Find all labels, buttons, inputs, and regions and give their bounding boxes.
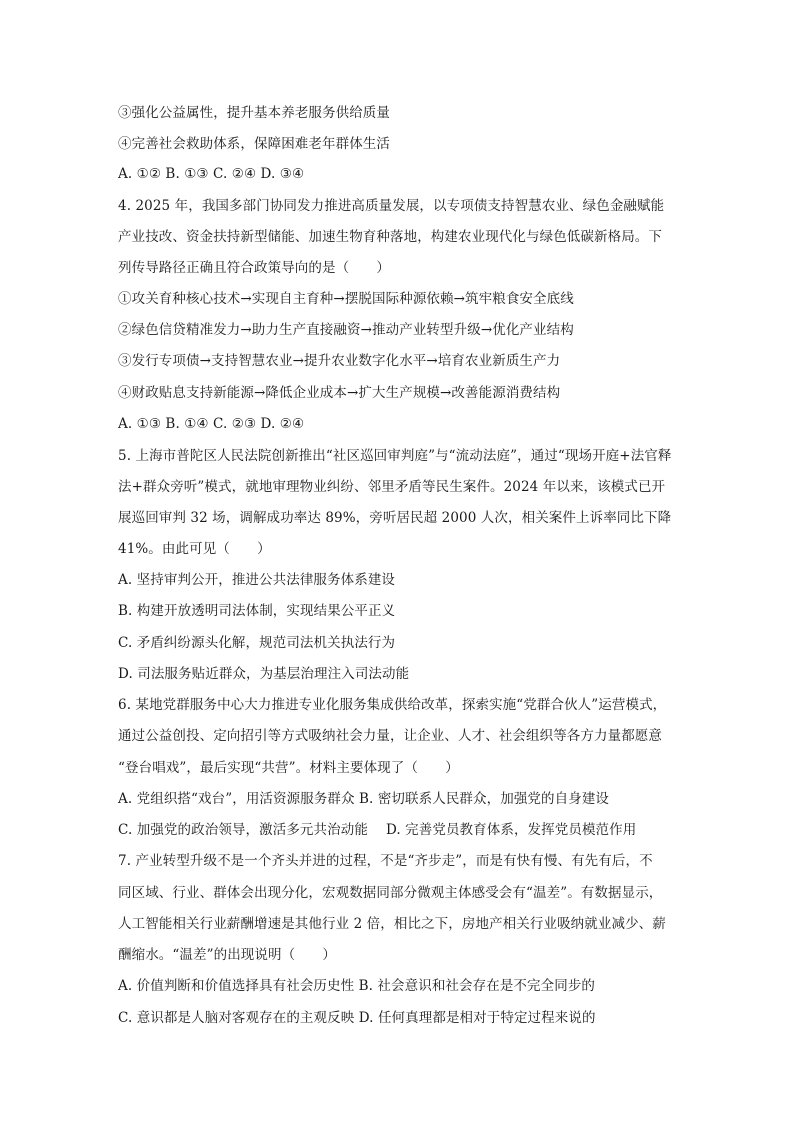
- q4-option-1: ①攻关育种核心技术→实现自主育种→摆脱国际种源依赖→筑牢粮食安全底线: [118, 291, 574, 307]
- q6-stem-line-1: 6. 某地党群服务中心大力推进专业化服务集成供给改革，探索实施“党群合伙人”运营模式，: [118, 697, 667, 713]
- q5-option-d: D. 司法服务贴近群众，为基层治理注入司法动能: [118, 666, 410, 682]
- q4-stem-line-1: 4. 2025 年，我国多部门协同发力推进高质量发展，以专项债支持智慧农业、绿色金融赋能: [118, 198, 665, 214]
- q6-stem-line-3: “登台唱戏”，最后实现“共营”。材料主要体现了（ ）: [118, 760, 459, 776]
- q4-answer-choices: A. ①③ B. ①④ C. ②③ D. ②④: [118, 416, 305, 432]
- q7-stem-line-2: 同区域、行业、群体会出现分化，宏观数据同部分微观主体感受会有“温差”。有数据显示，: [118, 885, 663, 901]
- q7-stem-line-1: 7. 产业转型升级不是一个齐头并进的过程，不是“齐步走”，而是有快有慢、有先有后，不: [118, 853, 653, 869]
- q6-stem-line-2: 通过公益创投、定向招引等方式吸纳社会力量，让企业、人才、社会组织等各方力量都愿意: [118, 728, 662, 744]
- q5-stem-line-4: 41%。由此可见（ ）: [118, 541, 271, 557]
- q7-options-c-d: C. 意识都是人脑对客观存在的主观反映 D. 任何真理都是相对于特定过程来说的: [118, 1010, 596, 1026]
- q6-option-c: C. 加强党的政治领导，激活多元共治动能: [118, 822, 368, 838]
- q4-stem-line-2: 产业技改、资金扶持新型储能、加速生物育种落地，构建农业现代化与绿色低碳新格局。下: [118, 229, 662, 245]
- q5-stem-line-1: 5. 上海市普陀区人民法院创新推出“社区巡回审判庭”与“流动法庭”，通过“现场开庭+法官释: [118, 448, 672, 464]
- q4-option-2: ②绿色信贷精准发力→助力生产直接融资→推动产业转型升级→优化产业结构: [118, 322, 574, 338]
- q3-option-4: ④完善社会救助体系，保障困难老年群体生活: [118, 136, 390, 152]
- q4-option-3: ③发行专项债→支持智慧农业→提升农业数字化水平→培育农业新质生产力: [118, 353, 561, 369]
- q5-option-c: C. 矛盾纠纷源头化解，规范司法机关执法行为: [118, 635, 396, 651]
- q3-answer-choices: A. ①② B. ①③ C. ②④ D. ③④: [118, 166, 305, 182]
- q4-stem-line-3: 列传导路径正确且符合政策导向的是（ ）: [118, 260, 390, 276]
- q5-stem-line-2: 法+群众旁听”模式，就地审理物业纠纷、邻里矛盾等民生案件。2024 年以来，该模式已开: [118, 479, 666, 495]
- q5-option-b: B. 构建开放透明司法体制，实现结果公平正义: [118, 603, 396, 619]
- q7-stem-line-3: 人工智能相关行业薪酬增速是其他行业 2 倍，相比之下，房地产相关行业吸纳就业减少、薪: [118, 916, 666, 932]
- q7-options-a-b: A. 价值判断和价值选择具有社会历史性 B. 社会意识和社会存在是不完全同步的: [118, 978, 596, 994]
- q7-stem-line-4: 酬缩水。“温差”的出现说明（ ）: [118, 947, 337, 963]
- q3-option-3: ③强化公益属性，提升基本养老服务供给质量: [118, 105, 390, 121]
- q5-stem-line-3: 展巡回审判 32 场，调解成功率达 89%，旁听居民超 2000 人次，相关案件上诉率同比下降: [118, 510, 672, 526]
- q5-option-a: A. 坚持审判公开，推进公共法律服务体系建设: [118, 572, 396, 588]
- q6-options-a-b: A. 党组织搭“戏台”，用活资源服务群众 B. 密切联系人民群众，加强党的自身建设: [118, 791, 610, 807]
- q6-option-d: D. 完善党员教育体系，发挥党员模范作用: [385, 822, 637, 838]
- q6-options-c-d: [118, 820, 678, 840]
- q4-option-4: ④财政贴息支持新能源→降低企业成本→扩大生产规模→改善能源消费结构: [118, 385, 561, 401]
